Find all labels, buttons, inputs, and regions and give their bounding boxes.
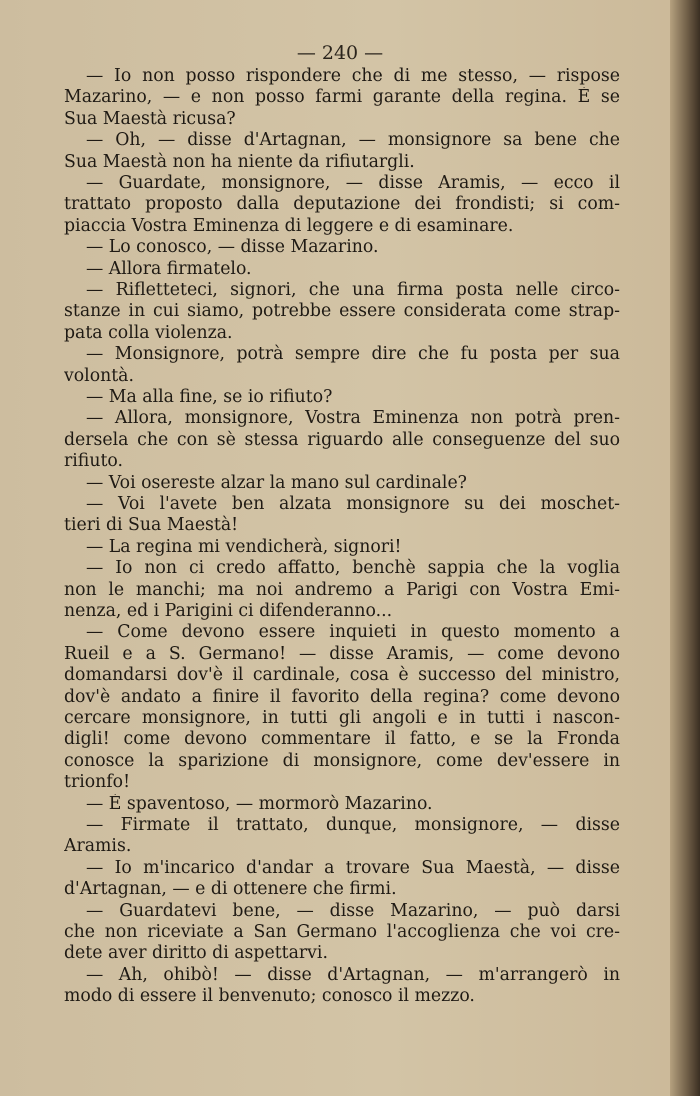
text-line: dov'è andato a finire il favorito della regina? come devono <box>64 686 620 707</box>
text-line: — Lo conosco, — disse Mazarino. <box>86 237 379 258</box>
text-line: — Allora, monsignore, Vostra Eminenza non potrà pren- <box>86 408 620 429</box>
text-line: Mazarino, — e non posso farmi garante della regina. È se <box>64 87 620 108</box>
text-line: nenza, ed i Parigini ci difenderanno... <box>64 600 393 621</box>
text-line: Sua Maestà ricusa? <box>64 108 236 129</box>
text-line: — Rifletteteci, signori, che una firma posta nelle circo- <box>86 279 620 300</box>
text-line: — Voi osereste alzar la mano sul cardinale? <box>86 472 467 493</box>
text-line: domandarsi dov'è il cardinale, cosa è successo del ministro, <box>64 665 620 686</box>
text-line: — Oh, — disse d'Artagnan, — monsignore sa bene che <box>86 130 620 151</box>
text-line: tieri di Sua Maestà! <box>64 515 239 536</box>
text-line: — Io non posso rispondere che di me stesso, — rispose <box>86 66 620 86</box>
text-line: — Come devono essere inquieti in questo momento a <box>86 622 620 643</box>
text-line: — Allora firmatelo. <box>86 258 252 279</box>
text-line: che non riceviate a San Germano l'accoglienza che voi cre- <box>64 921 620 942</box>
text-line: trionfo! <box>64 772 131 793</box>
page-binding-edge <box>670 0 700 1096</box>
text-line: pata colla violenza. <box>64 322 233 343</box>
text-line: trattato proposto dalla deputazione dei frondisti; si com- <box>64 194 620 215</box>
text-line: — Io m'incarico d'andar a trovare Sua Maestà, — disse <box>86 857 620 878</box>
text-line: Aramis. <box>64 836 132 857</box>
text-line: rifiuto. <box>64 451 123 472</box>
text-line: Sua Maestà non ha niente da rifiutargli. <box>64 151 415 172</box>
text-line: — Monsignore, potrà sempre dire che fu posta per sua <box>86 344 620 365</box>
text-line: — Ma alla fine, se io rifiuto? <box>86 386 333 407</box>
text-line: dete aver diritto di aspettarvi. <box>64 943 328 964</box>
text-line: — Guardate, monsignore, — disse Aramis, — ecco il <box>86 172 620 193</box>
text-line: non le manchi; ma noi andremo a Parigi con Vostra Emi- <box>64 579 620 600</box>
text-line: — Firmate il trattato, dunque, monsignore, — disse <box>86 814 620 835</box>
text-line: modo di essere il benvenuto; conosco il mezzo. <box>64 986 475 1007</box>
text-line: — Ah, ohibò! — disse d'Artagnan, — m'arrangerò in <box>86 964 620 985</box>
text-line: — Guardatevi bene, — disse Mazarino, — può darsi <box>86 900 620 921</box>
text-line: digli! come devono commentare il fatto, e se la Fronda <box>64 729 620 750</box>
text-line: stanze in cui siamo, potrebbe essere considerata come strap- <box>64 301 620 322</box>
text-line: piaccia Vostra Eminenza di leggere e di esaminare. <box>64 215 514 236</box>
text-line: d'Artagnan, — e di ottenere che firmi. <box>64 879 397 900</box>
text-line: cercare monsignore, in tutti gli angoli e in tutti i nascon- <box>64 707 620 728</box>
text-line: — La regina mi vendicherà, signori! <box>86 536 402 557</box>
text-line: — Voi l'avete ben alzata monsignore su dei moschet- <box>86 493 620 514</box>
text-line: — Io non ci credo affatto, benchè sappia che la voglia <box>86 558 620 579</box>
text-line: conosce la sparizione di monsignore, come dev'essere in <box>64 750 620 771</box>
text-line: volontà. <box>64 365 134 386</box>
text-line: dersela che con sè stessa riguardo alle conseguenze del suo <box>64 429 620 450</box>
text-line: Rueil e a S. Germano! — disse Aramis, — come devono <box>64 643 620 664</box>
body-text <box>64 66 620 1007</box>
page-number: — 240 — <box>296 42 384 64</box>
text-line: — È spaventoso, — mormorò Mazarino. <box>86 793 433 814</box>
